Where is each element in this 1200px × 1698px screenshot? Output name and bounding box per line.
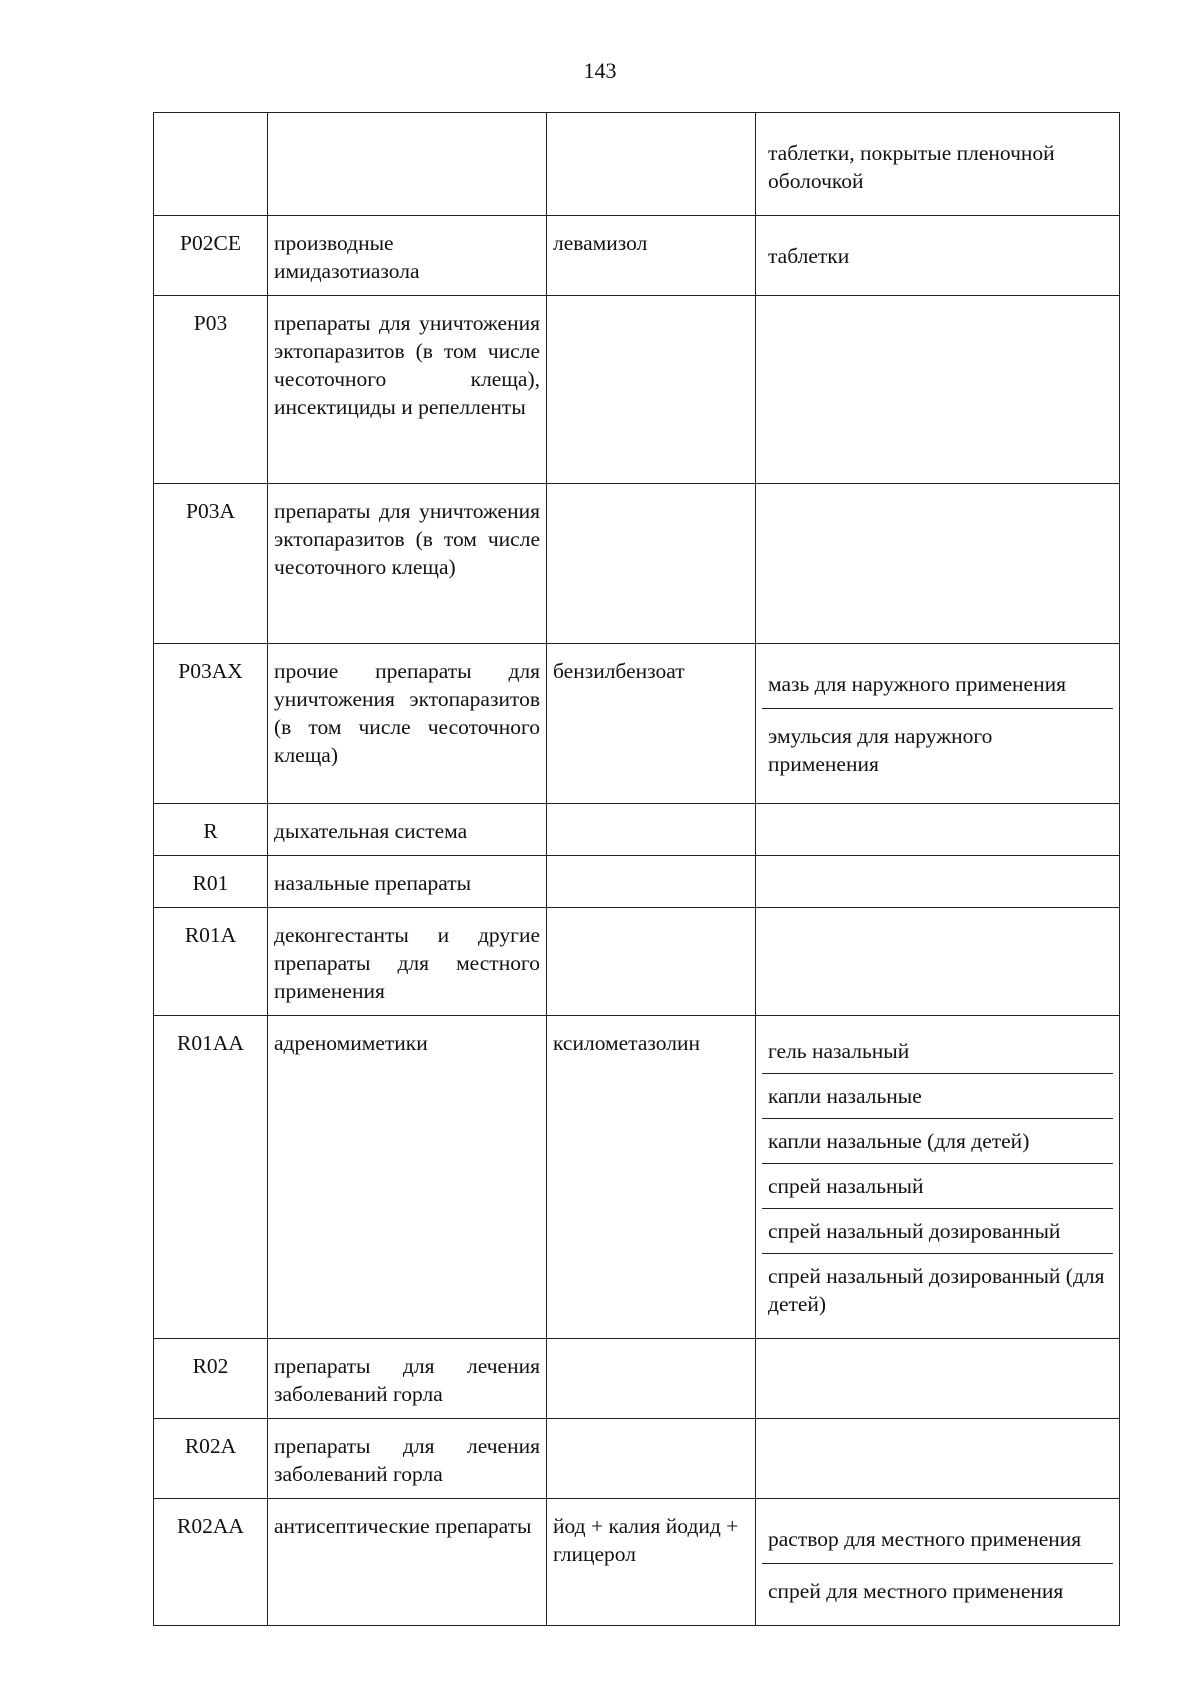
drug-name-cell: ксилометазолин <box>547 1016 756 1339</box>
drug-name-cell <box>547 856 756 908</box>
drug-name-cell <box>547 484 756 644</box>
dosage-form-item: эмульсия для наружного применения <box>768 724 993 776</box>
dosage-forms-cell <box>756 1339 1120 1419</box>
dosage-form-item: спрей назальный дозированный <box>762 1209 1113 1254</box>
table-row <box>154 1339 1120 1419</box>
dosage-forms-cell <box>756 216 1120 296</box>
atc-code-cell <box>154 113 268 216</box>
dosage-form-item: раствор для местного применения <box>762 1512 1113 1564</box>
table-row <box>154 296 1120 484</box>
dosage-form-item <box>762 921 1113 944</box>
dosage-form-item: спрей назальный дозированный (для детей) <box>768 1264 1105 1316</box>
drug-classification-table <box>153 112 1120 1626</box>
table-row <box>154 113 1120 216</box>
anatomical-group-cell: назальные препараты <box>268 856 547 908</box>
drug-name-cell: бензилбензоат <box>547 644 756 804</box>
dosage-forms-cell <box>756 113 1120 216</box>
dosage-form-item <box>762 869 1113 892</box>
dosage-form-item: таблетки <box>768 244 850 268</box>
table-row <box>154 644 1120 804</box>
atc-code-cell: R01AA <box>154 1016 268 1339</box>
dosage-form-item: спрей для местного применения <box>768 1579 1064 1603</box>
dosage-form-item: спрей назальный <box>762 1164 1113 1209</box>
dosage-form-item: капли назальные (для детей) <box>762 1119 1113 1164</box>
page-number: 143 <box>583 58 617 83</box>
anatomical-group-cell: деконгестанты и другие препараты для местного применения <box>268 908 547 1016</box>
atc-code-cell: R <box>154 804 268 856</box>
atc-code-cell: P03A <box>154 484 268 644</box>
drug-name-cell <box>547 908 756 1016</box>
atc-code-cell: P03 <box>154 296 268 484</box>
drug-name-cell <box>547 1339 756 1419</box>
atc-code-cell: R01 <box>154 856 268 908</box>
anatomical-group-cell: адреномиметики <box>268 1016 547 1339</box>
dosage-forms-cell <box>756 908 1120 1016</box>
table-row <box>154 1419 1120 1499</box>
dosage-form-item: мазь для наружного применения <box>762 657 1113 709</box>
dosage-form-item <box>762 817 1113 840</box>
atc-code-cell: R02A <box>154 1419 268 1499</box>
dosage-forms-cell <box>756 1016 1120 1339</box>
dosage-forms-cell <box>756 296 1120 484</box>
table-row <box>154 804 1120 856</box>
table-body <box>154 113 1120 1626</box>
dosage-forms-cell <box>756 644 1120 804</box>
table-row <box>154 1499 1120 1626</box>
anatomical-group-cell: препараты для уничтожения эктопаразитов (в том числе чесоточного клеща), инсектициды и репелленты <box>268 296 547 484</box>
drug-name-cell <box>547 1419 756 1499</box>
atc-code-cell: P03AX <box>154 644 268 804</box>
drug-name-cell <box>547 804 756 856</box>
atc-code-cell: R02AA <box>154 1499 268 1626</box>
table-row <box>154 216 1120 296</box>
atc-code-cell: R01A <box>154 908 268 1016</box>
table-row <box>154 908 1120 1016</box>
dosage-form-item: таблетки, покрытые пленочной оболочкой <box>768 141 1055 193</box>
atc-code-cell: P02CE <box>154 216 268 296</box>
dosage-forms-cell <box>756 856 1120 908</box>
dosage-form-item <box>762 1432 1113 1455</box>
anatomical-group-cell: антисептические препараты <box>268 1499 547 1626</box>
anatomical-group-cell: прочие препараты для уничтожения эктопаразитов (в том числе чесоточного клеща) <box>268 644 547 804</box>
drug-name-cell: йод + калия йодид + глицерол <box>547 1499 756 1626</box>
table-row <box>154 856 1120 908</box>
dosage-form-item <box>762 1352 1113 1375</box>
dosage-form-item <box>762 497 1113 520</box>
dosage-forms-cell <box>756 804 1120 856</box>
anatomical-group-cell: препараты для лечения заболеваний горла <box>268 1339 547 1419</box>
dosage-forms-cell <box>756 1419 1120 1499</box>
anatomical-group-cell: производные имидазотиазола <box>268 216 547 296</box>
table-row <box>154 1016 1120 1339</box>
anatomical-group-cell: препараты для уничтожения эктопаразитов (в том числе чесоточного клеща) <box>268 484 547 644</box>
table-row <box>154 484 1120 644</box>
dosage-form-item: гель назальный <box>762 1029 1113 1074</box>
dosage-forms-cell <box>756 484 1120 644</box>
drug-name-cell <box>547 113 756 216</box>
dosage-forms-cell <box>756 1499 1120 1626</box>
drug-name-cell: левамизол <box>547 216 756 296</box>
dosage-form-item <box>762 309 1113 332</box>
anatomical-group-cell: дыхательная система <box>268 804 547 856</box>
atc-code-cell: R02 <box>154 1339 268 1419</box>
dosage-form-item: капли назальные <box>762 1074 1113 1119</box>
anatomical-group-cell: препараты для лечения заболеваний горла <box>268 1419 547 1499</box>
anatomical-group-cell <box>268 113 547 216</box>
drug-name-cell <box>547 296 756 484</box>
